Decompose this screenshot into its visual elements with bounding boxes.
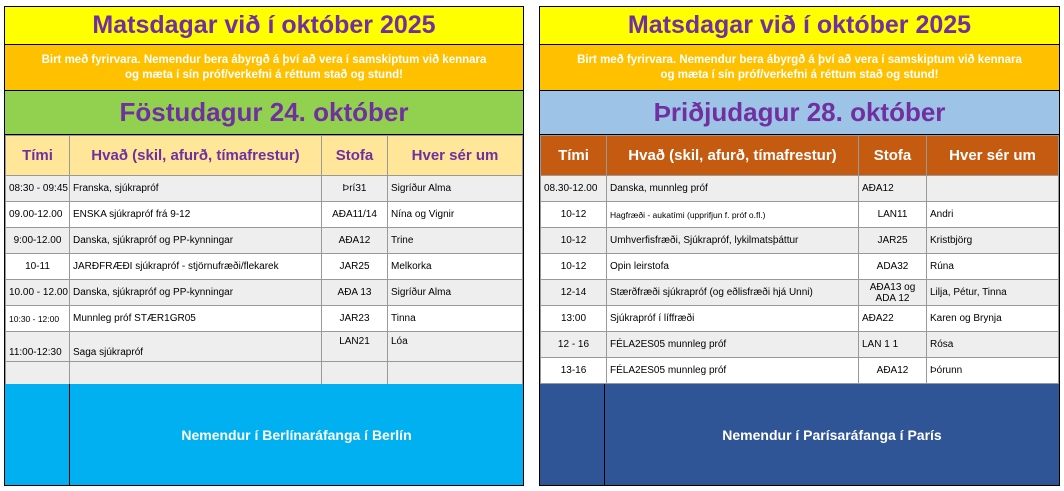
cell-who: Tinna (388, 306, 523, 332)
table-row (541, 228, 1059, 254)
cell-time: 10:30 - 12:00 (6, 306, 70, 332)
cell-what: JARÐFRÆÐI sjúkrapróf - stjörnufræði/flekarek (70, 254, 322, 280)
table-row (541, 358, 1059, 384)
cell-time: 08:30 - 09:45 (6, 176, 70, 202)
cell-what: FÉLA2ES05 munnleg próf (607, 358, 859, 384)
table-row (6, 202, 523, 228)
cell-what: Umhverfisfræði, Sjúkrapróf, lykilmatsþáttur (607, 228, 859, 254)
cell-time: 09.00-12.00 (6, 202, 70, 228)
cell-what: Stærðfræði sjúkrapróf (og eðlisfræði hjá Unni) (607, 280, 859, 306)
cell-room: AÐA 13 (322, 280, 388, 306)
cell-time: 10-12 (541, 228, 607, 254)
cell-who: Karen og Brynja (927, 306, 1059, 332)
cell-who: Sigríður Alma (388, 280, 523, 306)
cell-room: AÐA12 (859, 176, 927, 202)
cell-time: 10-12 (541, 202, 607, 228)
schedule-panel-friday (4, 6, 524, 486)
day-heading: Þriðjudagur 28. október (540, 91, 1059, 135)
page-title: Matsdagar við í október 2025 (5, 7, 523, 45)
cell-what: Sjúkrapróf í líffræði (607, 306, 859, 332)
page-title: Matsdagar við í október 2025 (540, 7, 1059, 45)
cell-what: FÉLA2ES05 munnleg próf (607, 332, 859, 358)
cell-room: JAR25 (322, 254, 388, 280)
cell-time: 10-11 (6, 254, 70, 280)
cell-what: ENSKA sjúkrapróf frá 9-12 (70, 202, 322, 228)
cell-who: Lilja, Pétur, Tinna (927, 280, 1059, 306)
cell-time: 13-16 (541, 358, 607, 384)
cell-who: Andri (927, 202, 1059, 228)
cell-room: JAR23 (322, 306, 388, 332)
column-header-what: Hvað (skil, afurð, tímafrestur) (70, 136, 322, 176)
cell-time: 10.00 - 12.00 (6, 280, 70, 306)
cell-room: AÐA22 (859, 306, 927, 332)
table-row (541, 280, 1059, 306)
schedule-panel-tuesday (539, 6, 1060, 486)
column-header-what: Hvað (skil, afurð, tímafrestur) (607, 136, 859, 176)
cell-what: Franska, sjúkrapróf (70, 176, 322, 202)
cell-time: 11:00-12:30 (6, 332, 70, 362)
cell-room: Þrí31 (322, 176, 388, 202)
day-heading: Föstudagur 24. október (5, 91, 523, 135)
cell-room: LAN 1 1 (859, 332, 927, 358)
group-banner (5, 384, 523, 485)
cell-what: Danska, sjúkrapróf og PP-kynningar (70, 228, 322, 254)
column-header-room: Stofa (859, 136, 927, 176)
cell-who (927, 176, 1059, 202)
group-banner (540, 384, 1059, 485)
schedule-table (540, 135, 1059, 384)
banner-text: Nemendur í Parísaráfanga í París (605, 384, 1059, 485)
cell-who: Rúna (927, 254, 1059, 280)
cell-room (859, 280, 927, 306)
cell-time: 12 - 16 (541, 332, 607, 358)
column-header-room: Stofa (322, 136, 388, 176)
cell-what: Hagfræði - aukatími (upprifjun f. próf o.fl.) (607, 202, 859, 228)
cell-who: Melkorka (388, 254, 523, 280)
cell-what: Saga sjúkrapróf (70, 332, 322, 362)
notice-line: og mæta í sín próf/verkefni á réttum stað og stund! (660, 68, 939, 81)
cell-room-line: AÐA13 og (869, 281, 916, 293)
cell-who: Lóa (388, 332, 523, 362)
table-row (541, 332, 1059, 358)
table-header-row (541, 136, 1059, 176)
column-header-who: Hver sér um (927, 136, 1059, 176)
table-row (6, 280, 523, 306)
table-row (541, 306, 1059, 332)
notice-banner (5, 45, 523, 91)
cell-who: Kristbjörg (927, 228, 1059, 254)
table-row-empty (6, 362, 523, 386)
banner-gutter (540, 384, 605, 485)
schedule-table (5, 135, 523, 386)
notice-banner (540, 45, 1059, 91)
cell-what: Danska, sjúkrapróf og PP-kynningar (70, 280, 322, 306)
cell-who: Þórunn (927, 358, 1059, 384)
cell-room: AÐA11/14 (322, 202, 388, 228)
cell-room: LAN21 (322, 332, 388, 362)
table-row (6, 332, 523, 362)
table-row (6, 306, 523, 332)
cell-time: 10-12 (541, 254, 607, 280)
table-row (541, 176, 1059, 202)
cell-what: Munnleg próf STÆR1GR05 (70, 306, 322, 332)
notice-line: Birt með fyrirvara. Nemendur bera ábyrgð á því að vera í samskiptum við kennara (577, 53, 1022, 66)
table-row (541, 202, 1059, 228)
column-header-time: Tími (541, 136, 607, 176)
table-header-row (6, 136, 523, 176)
cell-time: 9:00-12.00 (6, 228, 70, 254)
table-row (6, 254, 523, 280)
cell-what: Danska, munnleg próf (607, 176, 859, 202)
cell-who: Sigríður Alma (388, 176, 523, 202)
cell-room: LAN11 (859, 202, 927, 228)
cell-who: Rósa (927, 332, 1059, 358)
cell-room-line: ADA 12 (875, 292, 910, 304)
cell-who: Nína og Vignir (388, 202, 523, 228)
table-row (6, 228, 523, 254)
banner-text: Nemendur í Berlínaráfanga í Berlín (70, 384, 523, 485)
banner-gutter (5, 384, 70, 485)
cell-who: Trine (388, 228, 523, 254)
column-header-who: Hver sér um (388, 136, 523, 176)
cell-time: 13:00 (541, 306, 607, 332)
cell-room: JAR25 (859, 228, 927, 254)
cell-time: 08.30-12.00 (541, 176, 607, 202)
cell-time: 12-14 (541, 280, 607, 306)
notice-line: og mæta í sín próf/verkefni á réttum stað og stund! (125, 68, 403, 81)
cell-room: AÐA12 (322, 228, 388, 254)
cell-room: ADA32 (859, 254, 927, 280)
table-row (541, 254, 1059, 280)
column-header-time: Tími (6, 136, 70, 176)
notice-line: Birt með fyrirvara. Nemendur bera ábyrgð á því að vera í samskiptum við kennara (41, 53, 487, 66)
table-row (6, 176, 523, 202)
cell-what: Opin leirstofa (607, 254, 859, 280)
cell-room: AÐA12 (859, 358, 927, 384)
